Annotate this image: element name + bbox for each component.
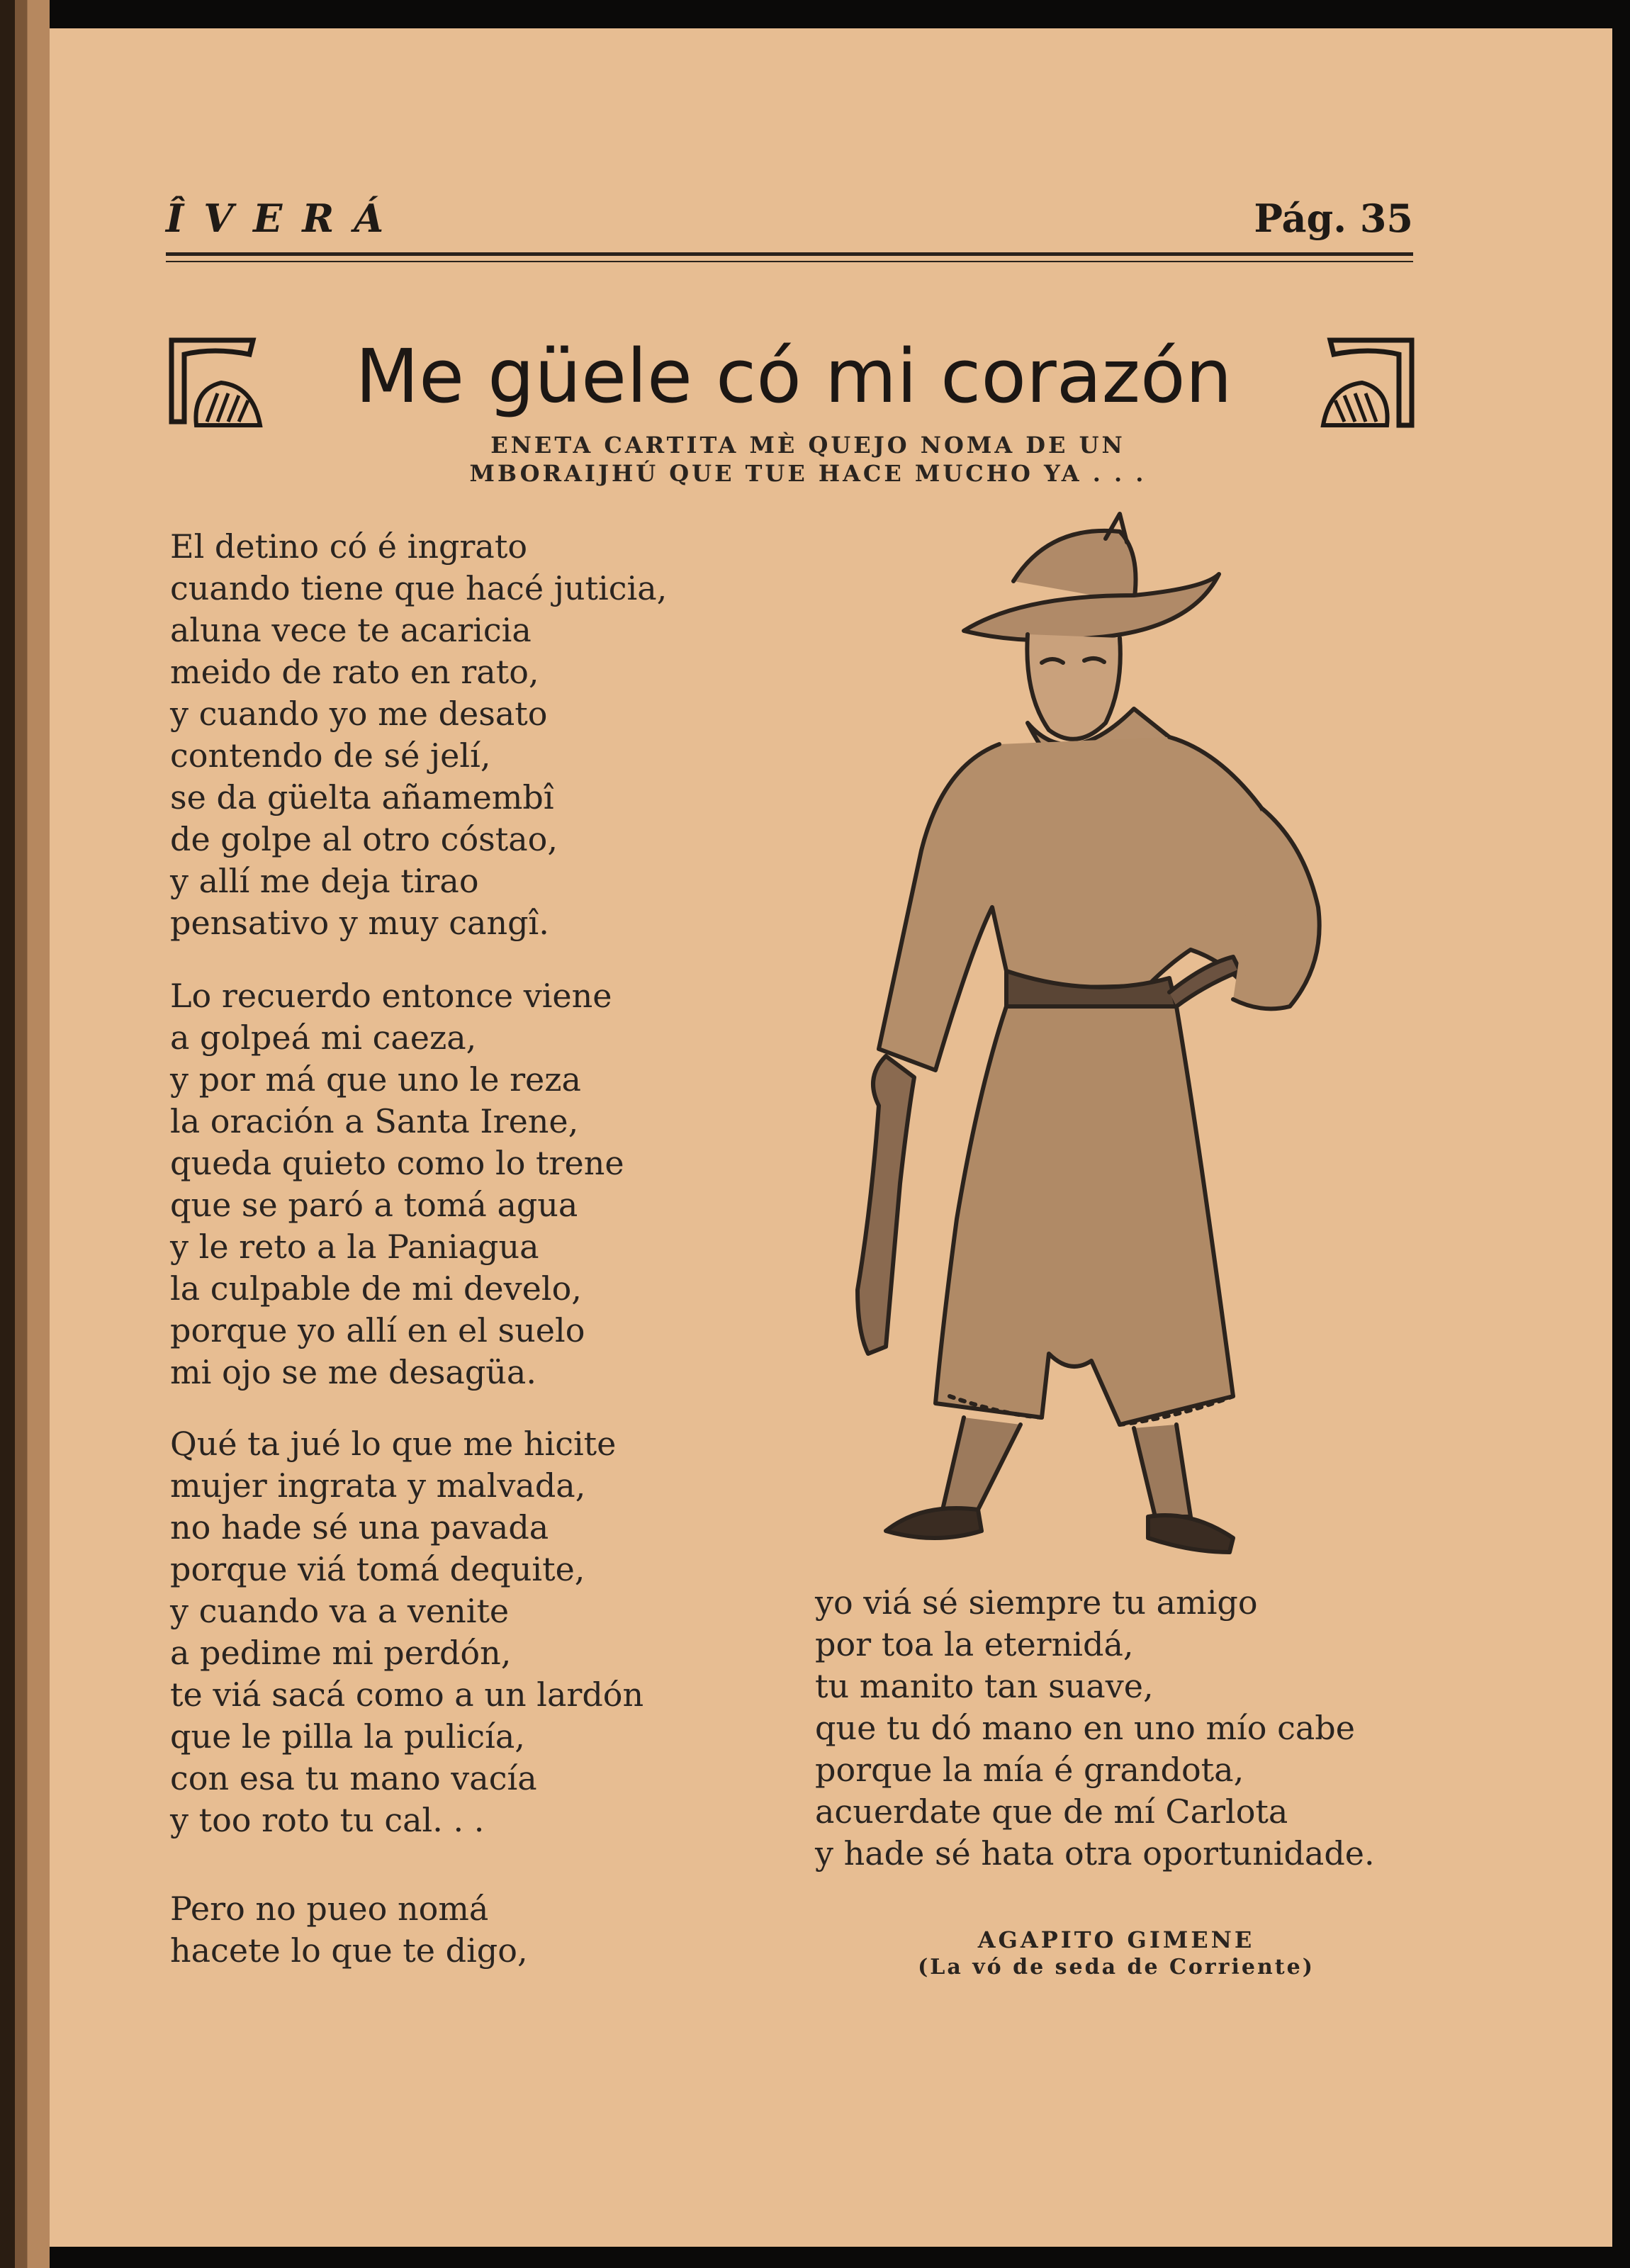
stanza-2 [170,975,624,1393]
verse-line: por toa la eternidá, [815,1625,1134,1663]
left-ornament-icon [164,326,271,432]
verse-line: se da güelta añamembî [170,778,554,816]
verse-line: y too roto tu cal. . . [170,1801,485,1839]
verse-line: que tu dó mano en uno mío cabe [815,1709,1355,1747]
verse-line: queda quieto como lo trene [170,1144,624,1182]
book-gutter [0,0,50,2268]
verse-line: y por má que uno le reza [170,1060,581,1099]
verse-line: y hade sé hata otra oportunidade. [815,1834,1375,1873]
subtitle-line: MBORAIJHÚ QUE TUE HACE MUCHO YA . . . [469,460,1147,487]
verse-line: acuerdate que de mí Carlota [815,1792,1288,1831]
poem-subtitle [397,431,1219,488]
verse-line: porque la mía é grandota, [815,1751,1244,1789]
verse-line: no hade sé una pavada [170,1508,549,1546]
author-name: AGAPITO GIMENE [977,1926,1255,1953]
verse-line: y cuando yo me desato [170,695,548,733]
page-number: Pág. 35 [1254,196,1413,241]
verse-line: la culpable de mi develo, [170,1269,582,1308]
verse-line: que le pilla la pulicía, [170,1717,525,1756]
verse-line: de golpe al otro cóstao, [170,820,558,858]
subtitle-line: ENETA CARTITA MÈ QUEJO NOMA DE UN [490,432,1125,459]
verse-line: aluna vece te acaricia [170,611,532,649]
verse-line: pensativo y muy cangî. [170,904,549,942]
verse-line: tu manito tan suave, [815,1667,1154,1705]
verse-line: Pero no pueo nomá [170,1890,489,1928]
stanza-3 [170,1423,643,1841]
header-rule-thin [166,261,1413,262]
verse-line: que se paró a tomá agua [170,1186,578,1224]
gaucho-figure-illustration [836,510,1375,1559]
header-rule-thick [166,252,1413,256]
author-note: (La vó de seda de Corriente) [918,1955,1315,1980]
verse-line: hacete lo que te digo, [170,1931,528,1970]
right-ornament-icon [1313,326,1419,432]
verse-line: te viá sacá como a un lardón [170,1675,644,1714]
verse-line: con esa tu mano vacía [170,1759,537,1797]
verse-line: cuando tiene que hacé juticia, [170,569,668,607]
verse-line: El detino có é ingrato [170,527,528,566]
stanza-5 [815,1582,1375,1875]
poem-title: Me güele có mi corazón [355,333,1232,420]
verse-line: y cuando va a venite [170,1592,510,1630]
running-title: ÎVERÁ [166,196,404,241]
verse-line: meido de rato en rato, [170,653,539,691]
verse-line: mujer ingrata y malvada, [170,1466,586,1505]
verse-line: yo viá sé siempre tu amigo [815,1583,1258,1622]
verse-line: y le reto a la Paniagua [170,1228,539,1266]
verse-line: y allí me deja tirao [170,862,479,900]
stanza-4 [170,1888,528,1972]
page-header [166,191,1413,247]
verse-line: Lo recuerdo entonce viene [170,977,612,1015]
verse-line: contendo de sé jelí, [170,736,491,775]
verse-line: porque viá tomá dequite, [170,1550,585,1588]
verse-line: a pedime mi perdón, [170,1634,512,1672]
verse-line: porque yo allí en el suelo [170,1311,585,1349]
verse-line: Qué ta jué lo que me hicite [170,1425,617,1463]
stanza-1 [170,526,667,944]
verse-line: a golpeá mi caeza, [170,1018,477,1057]
verse-line: la oración a Santa Irene, [170,1102,579,1140]
verse-line: mi ojo se me desagüa. [170,1353,536,1391]
